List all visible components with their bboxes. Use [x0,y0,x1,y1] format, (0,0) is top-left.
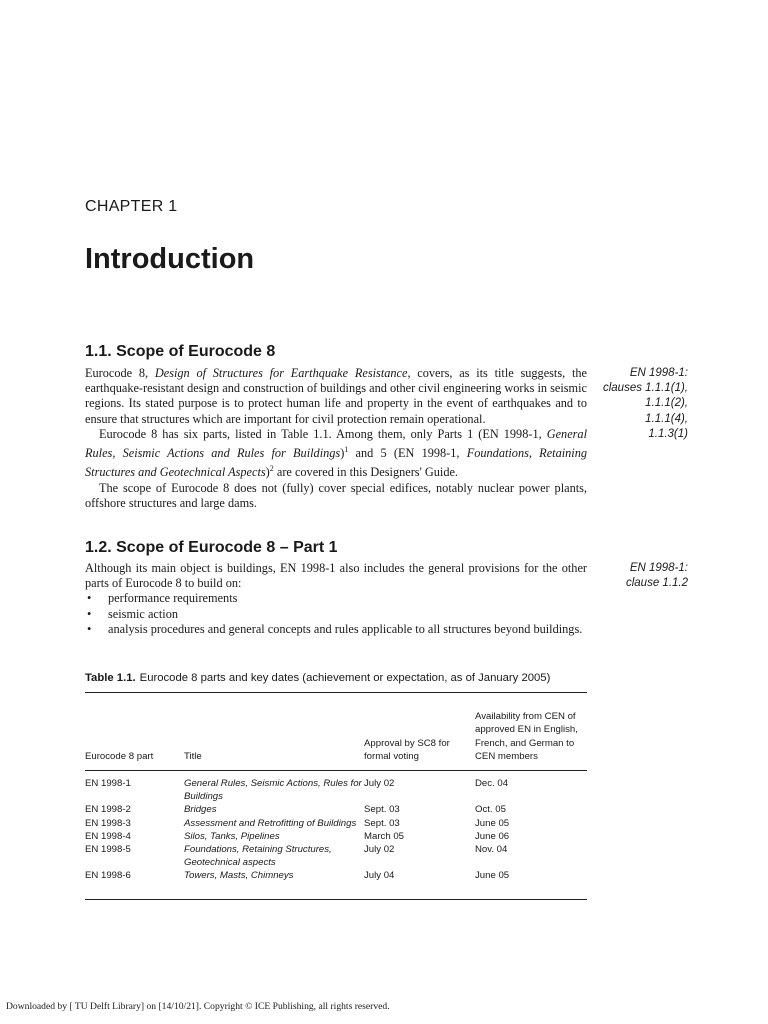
cell-title: Assessment and Retrofitting of Buildings [184,817,357,829]
cell-approval: July 04 [364,870,395,882]
column-header-title: Title [184,750,202,762]
cell-availability: June 05 [475,817,510,829]
table-header-row [85,697,587,767]
text: are covered in this Designers' Guide. [273,465,459,480]
cell-title: General Rules, Seismic Actions, Rules for Buildings [184,778,362,803]
download-footer: Downloaded by [ TU Delft Library] on [14/10/21]. Copyright © ICE Publishing, all rights reserved. [6,1001,390,1012]
column-header-availability: Availability from CEN of approved EN in English, French, and German to CEN members [475,711,578,762]
table-caption [85,672,550,684]
paragraph [85,427,587,481]
table-bottom-rule [85,899,587,900]
table-caption-label: Table 1.1. [85,672,136,684]
section-heading-scope: 1.1. Scope of Eurocode 8 [85,343,276,360]
cell-title: Foundations, Retaining Structures, Geotechnical aspects [184,844,332,869]
cell-part: EN 1998-3 [85,817,131,829]
italic-title: Foundations, Retaining Structures and Geotechnical Aspects [85,446,587,480]
margin-note-line: 1.1.3(1) [648,427,688,440]
eurocode-parts-table [85,697,587,883]
table-row [85,803,587,816]
text: Eurocode 8, [85,366,155,380]
paragraph [85,366,587,427]
list-item: • performance requirements [85,591,587,606]
cell-part: EN 1998-6 [85,870,131,882]
margin-note-line: EN 1998-1: [629,562,688,574]
table-row [85,817,587,830]
column-header-approval: Approval by SC8 for formal voting [364,737,450,762]
list-item: • seismic action [85,607,587,622]
cell-title: Silos, Tanks, Pipelines [184,830,280,842]
section2-body [85,561,587,637]
cell-availability: June 06 [475,830,510,842]
margin-note-line: EN 1998-1: [629,367,688,379]
table-row [85,767,587,803]
margin-note-line: 1.1.1(2), [645,397,688,410]
cell-part: EN 1998-2 [85,804,131,816]
column-header-part: Eurocode 8 part [85,750,154,762]
margin-note-line: clause 1.1.2 [625,577,688,590]
cell-availability: Oct. 05 [475,804,506,816]
cell-title: Towers, Masts, Chimneys [184,870,294,882]
paragraph: Although its main object is buildings, EN 1998-1 also includes the general provisions for the other parts of Eurocode 8 to build on: [85,561,587,591]
table-row [85,830,587,843]
cell-approval: March 05 [364,830,404,842]
text: ) [340,446,345,461]
chapter-title: Introduction [85,243,255,275]
footnote-ref: 1 [344,445,349,455]
margin-note-line: clauses 1.1.1(1), [602,382,688,395]
paragraph: The scope of Eurocode 8 does not (fully) cover special edifices, notably nuclear power plants, offshore structures and large dams. [85,480,587,510]
cell-availability: Nov. 04 [475,844,508,856]
text: and 5 (EN 1998-1, [348,446,467,461]
table-row [85,843,587,869]
cell-availability: June 05 [475,870,510,882]
text: Eurocode 8 has six parts, listed in Table 1.1. Among them, only Parts 1 (EN 1998-1, [99,426,547,441]
margin-note-clause [578,561,688,591]
cell-approval: July 02 [364,844,395,856]
italic-title: Design of Structures for Earthquake Resistance [154,366,408,380]
cell-title: Bridges [184,804,217,816]
list-item: • analysis procedures and general concepts and rules applicable to all structures beyond buildings. [85,622,587,637]
margin-note-clauses [578,366,688,442]
section1-body [85,366,587,511]
table-row [85,869,587,882]
cell-part: EN 1998-5 [85,844,131,856]
table-caption-text: Eurocode 8 parts and key dates (achievement or expectation, as of January 2005) [139,672,551,684]
cell-approval: Sept. 03 [364,804,400,816]
cell-approval: July 02 [364,778,395,789]
section-heading-part1: 1.2. Scope of Eurocode 8 – Part 1 [85,539,338,556]
table-top-rule [85,692,587,693]
cell-part: EN 1998-1 [85,778,131,789]
margin-note-line: 1.1.1(4), [645,412,688,425]
cell-availability: Dec. 04 [475,778,509,789]
cell-part: EN 1998-4 [85,830,131,842]
chapter-label: CHAPTER 1 [85,198,178,215]
footnote-ref: 2 [269,464,274,474]
italic-title: General Rules, Seismic Actions and Rules for Buildings [85,426,587,461]
cell-approval: Sept. 03 [364,817,400,829]
text: ) [265,465,270,480]
bullet-list [85,591,587,637]
text: , covers, as its title suggests, the earthquake-resistant design and construction of buildings and other civil engineering works in seismic regions. Its stated purpose is to protect human life and property in the event of earthquakes and to ensure that structures which are important for civil protection remain operational. [85,366,587,426]
